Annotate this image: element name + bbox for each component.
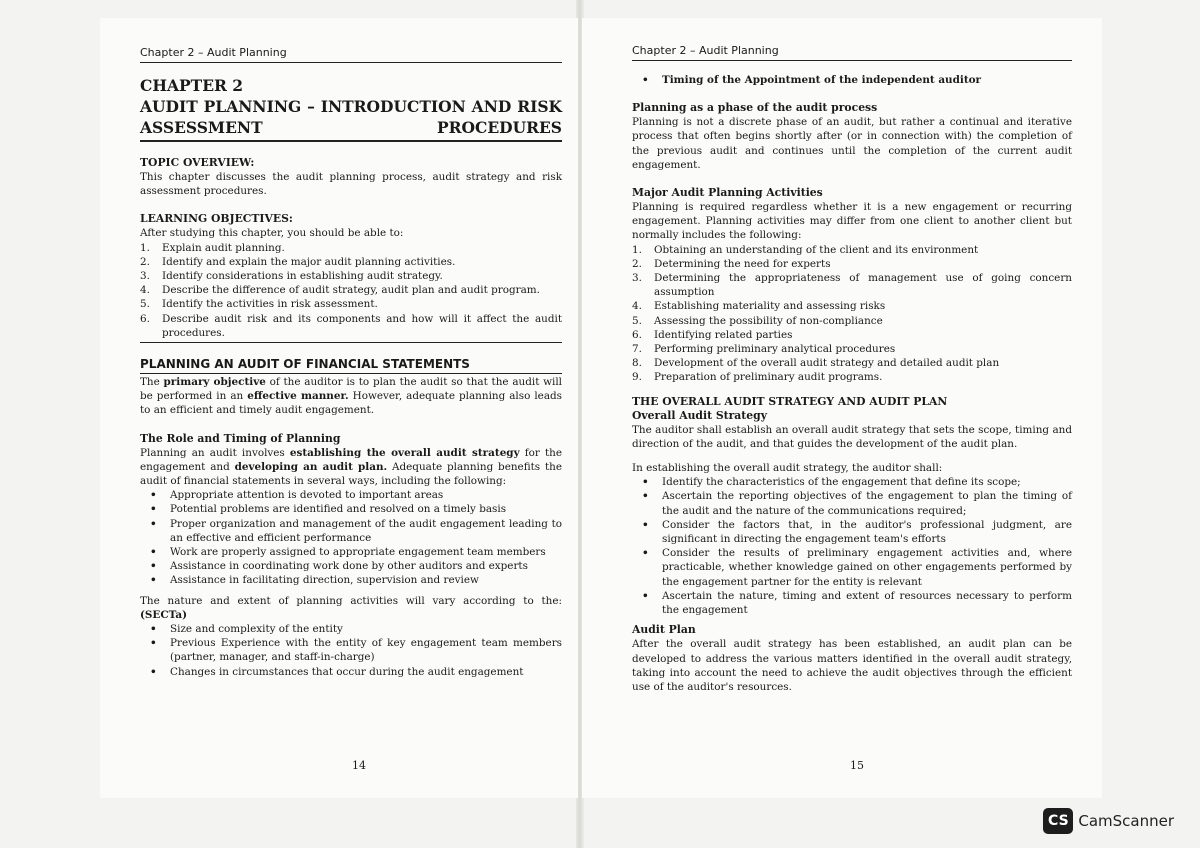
audit-plan-text: After the overall audit strategy has been established, an audit plan can be developed to address the various matters identified in the overall audit strategy, taking into account the need to achieve the audit objectives through the efficient use of the auditor's resources. [632, 638, 1072, 693]
list-item: 6. Describe audit risk and its components and how will it affect the audit procedures. [140, 312, 562, 339]
camscanner-watermark [1043, 808, 1174, 834]
list-item: 2. Identify and explain the major audit planning activities. [140, 255, 456, 268]
list-item: 1. Obtaining an understanding of the client and its environment [632, 243, 979, 256]
list-item: • Potential problems are identified and resolved on a timely basis [140, 502, 562, 516]
list-item: 1. Explain audit planning. [140, 241, 285, 254]
primary-objective-text: The primary objective of the auditor is to plan the audit so that the audit will be performed in an effective manner. However, adequate planning also leads to an efficient and timely audit engagement. [140, 376, 563, 417]
page-number-left: 14 [352, 759, 366, 772]
list-item: • Previous Experience with the entity of key engagement team members (partner, manager, and staff-in-charge) [140, 636, 562, 664]
learning-objectives-heading: LEARNING OBJECTIVES: [140, 212, 293, 226]
continued-list [632, 73, 1072, 87]
planning-phase-heading: Planning as a phase of the audit process [632, 101, 878, 115]
list-item: • Work are properly assigned to appropriate engagement team members [140, 545, 562, 559]
list-item: • Ascertain the reporting objectives of the engagement to plan the timing of the audit and the nature of the communications required; [632, 489, 1072, 517]
camscanner-logo-icon: CS [1043, 808, 1073, 834]
list-item: 6. Identifying related parties [632, 328, 793, 341]
list-item: • Timing of the Appointment of the independent auditor [632, 73, 1072, 87]
running-head-left: Chapter 2 – Audit Planning [140, 46, 562, 63]
planning-phase-text: Planning is not a discrete phase of an audit, but rather a continual and iterative process that often begins shortly after (or in connection with) the completion of the previous audit and continues until the completion of the current audit engagement. [632, 116, 1072, 171]
left-page [100, 18, 578, 798]
list-item: • Size and complexity of the entity [140, 622, 562, 636]
list-item: • Consider the factors that, in the auditor's professional judgment, are significant in directing the engagement team's efforts [632, 518, 1072, 546]
list-item: • Appropriate attention is devoted to important areas [140, 488, 562, 502]
overall-strategy-text: The auditor shall establish an overall audit strategy that sets the scope, timing and direction of the audit, and that guides the development of the audit plan. [632, 423, 1072, 450]
list-item: 5. Assessing the possibility of non-compliance [632, 314, 883, 327]
major-activities-heading: Major Audit Planning Activities [632, 186, 823, 200]
right-page [582, 18, 1102, 798]
major-activities-list [632, 243, 1072, 385]
list-item: 8. Development of the overall audit strategy and detailed audit plan [632, 357, 1000, 370]
major-activities-intro: Planning is required regardless whether it is a new engagement or recurring engagement. Planning activities may differ from one client to another client but normally includes the following: [632, 201, 1072, 242]
list-item: • Assistance in facilitating direction, supervision and review [140, 573, 562, 587]
topic-overview-heading: TOPIC OVERVIEW: [140, 156, 255, 169]
chapter-title [140, 75, 562, 142]
running-head-right: Chapter 2 – Audit Planning [632, 44, 1072, 61]
nature-text: The nature and extent of planning activities will vary according to the: (SECTa) [140, 594, 562, 621]
list-item: 3. Identify considerations in establishing audit strategy. [140, 270, 443, 283]
establishing-intro: In establishing the overall audit strategy, the auditor shall: [632, 462, 943, 475]
chapter-label: CHAPTER 2 [140, 76, 244, 95]
list-item: • Proper organization and management of the audit engagement leading to an effective and efficient performance [140, 517, 562, 545]
list-item: 7. Performing preliminary analytical procedures [632, 343, 896, 356]
camscanner-label: CamScanner [1078, 812, 1174, 830]
list-item: • Identify the characteristics of the engagement that define its scope; [632, 475, 1072, 489]
chapter-title-text: AUDIT PLANNING – INTRODUCTION AND RISK ASSESSMENT PROCEDURES [140, 97, 562, 137]
role-text: Planning an audit involves establishing the overall audit strategy for the engagement and developing an audit plan. Adequate planning benefits the audit of financial statements in several ways, including the following: [140, 446, 562, 488]
audit-plan-heading: Audit Plan [632, 623, 696, 637]
list-item: • Changes in circumstances that occur during the audit engagement [140, 665, 562, 679]
establishing-list [632, 475, 1072, 617]
list-item: • Ascertain the nature, timing and extent of resources necessary to perform the engagement [632, 589, 1072, 617]
section-heading: PLANNING AN AUDIT OF FINANCIAL STATEMENTS [140, 357, 562, 374]
topic-overview-text: This chapter discusses the audit planning process, audit strategy and risk assessment procedures. [140, 171, 562, 198]
role-heading: The Role and Timing of Planning [140, 431, 341, 445]
nature-list [140, 622, 562, 679]
list-item: 3. Determining the appropriateness of management use of going concern assumption [632, 272, 1072, 299]
learning-objectives-list [140, 241, 562, 343]
list-item: 9. Preparation of preliminary audit programs. [632, 371, 883, 384]
list-item: 4. Establishing materiality and assessing risks [632, 300, 886, 313]
overall-strategy-heading: Overall Audit Strategy [632, 408, 767, 422]
list-item: 2. Determining the need for experts [632, 257, 831, 270]
list-item: • Assistance in coordinating work done by other auditors and experts [140, 559, 562, 573]
benefits-list [140, 488, 562, 587]
page-number-right: 15 [850, 759, 864, 772]
list-item: 5. Identify the activities in risk assessment. [140, 298, 378, 311]
learning-objectives-intro: After studying this chapter, you should be able to: [140, 227, 404, 240]
list-item: • Consider the results of preliminary engagement activities and, where practicable, whether knowledge gained on other engagements performed by the engagement partner for the entity is relevant [632, 546, 1072, 589]
list-item: 4. Describe the difference of audit strategy, audit plan and audit program. [140, 284, 540, 297]
strategy-section-heading: THE OVERALL AUDIT STRATEGY AND AUDIT PLAN [632, 394, 948, 408]
